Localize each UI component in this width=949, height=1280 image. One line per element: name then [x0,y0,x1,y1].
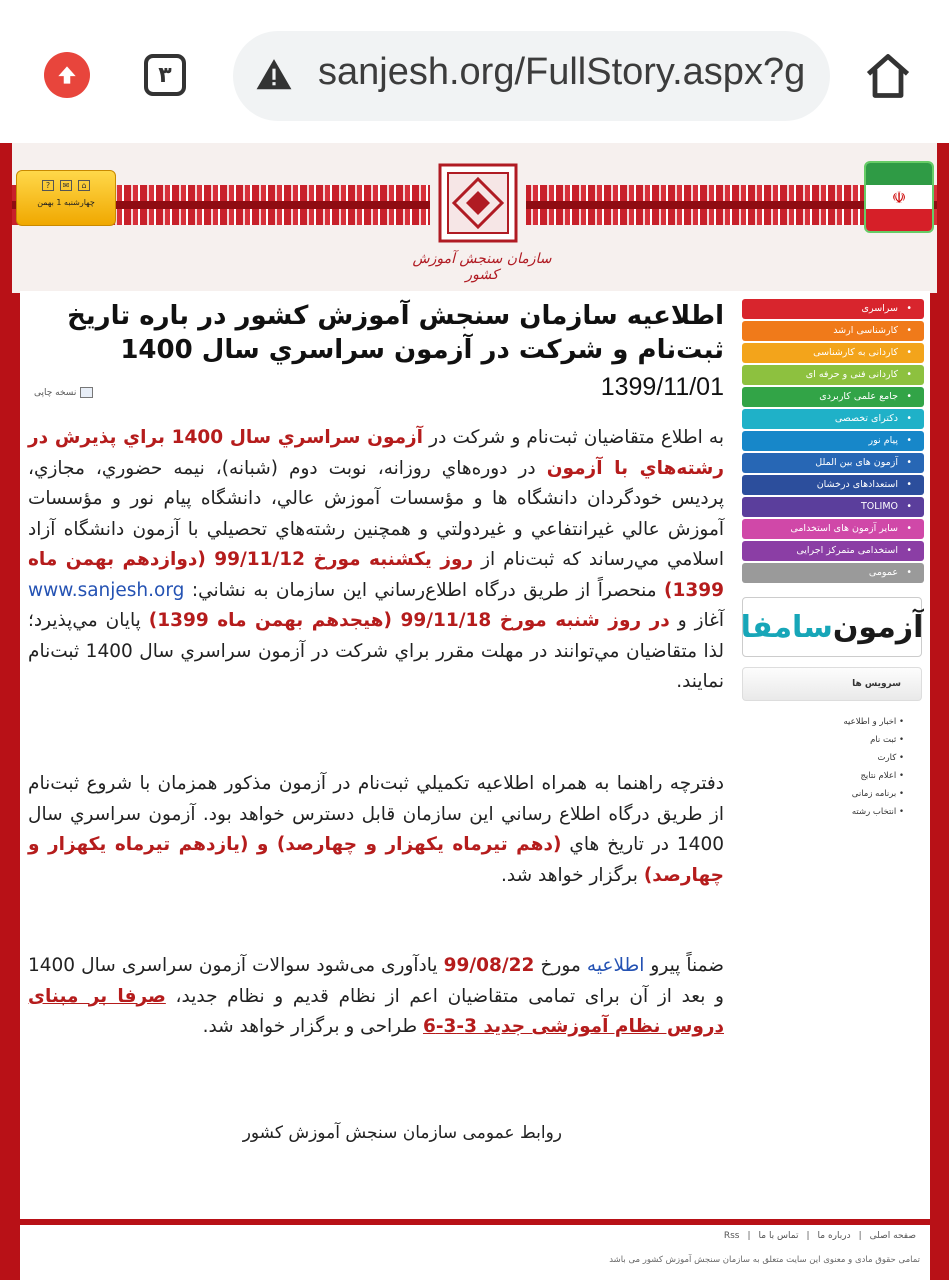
sanjesh-logo-icon[interactable] [430,155,526,251]
quick-links-box [16,170,116,226]
footer-link[interactable]: صفحه اصلی [869,1231,916,1241]
sidebar [740,299,924,817]
iran-flag-icon: ☫ [864,161,934,233]
article-title: اطلاعيه سازمان سنجش آموزش کشور در باره تاريخ ثبت‌نام و شرکت در آزمون سراسري سال 1400 [67,301,724,365]
menu-item[interactable]: • کاردانی به کارشناسی [742,343,924,363]
service-link[interactable]: • ثبت نام [844,731,905,749]
date-label: چهارشنبه 1 بهمن [37,198,95,207]
menu-item[interactable]: • سایر آزمون های استخدامی [742,519,924,539]
service-link[interactable]: • برنامه زمانی [844,785,905,803]
samfa-banner[interactable]: آزمون سامفا [742,597,922,657]
paragraph-2: دفترچه راهنما به همراه اطلاعيه تکميلي ثبت‌نام در آزمون مذکور همزمان با شروع ثبت‌نام از طريق درگاه اطلاع رساني اين سازمان قابل دسترس خواهد بود. آزمون سراسري سال 1400 در تاريخ هاي (دهم تیرماه یکهزار و چهارصد) و (یازدهم تیرماه یکهزار و چهارصد) برگزار خواهد شد. [28,773,724,886]
services-list [844,713,905,821]
site-header [12,143,937,293]
service-link[interactable]: • اخبار و اطلاعیه [844,713,905,731]
service-link[interactable]: • اعلام نتایج [844,767,905,785]
printer-icon [80,387,93,398]
browser-toolbar [0,0,949,143]
footer-link[interactable]: Rss [723,1231,740,1241]
home-button[interactable] [860,48,916,104]
menu-item[interactable]: • جامع علمی کاربردی [742,387,924,407]
mail-icon[interactable]: ✉ [60,180,72,191]
copyright: تمامی حقوق مادی و معنوی این سایت متعلق به سازمان سنجش آموزش کشور می باشد [609,1255,920,1265]
content-panel [20,291,930,1219]
print-button[interactable]: نسخه چاپی [34,387,93,398]
article [20,291,732,1219]
menu-item[interactable]: • آزمون های بین الملل [742,453,924,473]
services-header: سرویس ها [742,667,922,701]
menu-item[interactable]: • پیام نور [742,431,924,451]
paragraph-3: ضمناً پیرو اطلاعیه مورخ 99/08/22 یادآوری می‌شود سوالات آزمون سراسری سال 1400 و بعد از آن برای تمامی متقاضیان اعم از نظام قدیم و نظام جدید، صرفا بر مبنای دروس نظام آموزشی جدید 3-3-6 طراحی و برگزار خواهد شد. [28,955,725,1037]
menu-item[interactable]: • عمومی [742,563,924,583]
help-icon[interactable]: ? [42,180,54,191]
home-icon [862,50,914,102]
tab-switcher-button[interactable]: ٣ [144,54,186,96]
service-link[interactable]: • انتخاب رشته [844,803,905,821]
menu-item[interactable]: • سراسری [742,299,924,319]
footer-link[interactable]: تماس با ما [758,1231,799,1241]
warning-icon [255,56,293,94]
menu-item[interactable]: • کاردانی فنی و حرفه ای [742,365,924,385]
address-bar[interactable] [233,31,830,121]
footer-links: صفحه اصلی|درباره ما|تماس با ما|Rss [723,1231,916,1241]
menu-item[interactable]: • دکترای تخصصی [742,409,924,429]
signature: روابط عمومی سازمان سنجش آموزش کشور [242,1123,562,1143]
update-icon[interactable] [44,52,90,98]
article-date: 1399/11/01 [600,373,724,401]
sanjesh-link[interactable]: www.sanjesh.org [28,579,185,601]
service-link[interactable]: • کارت [844,749,905,767]
home-small-icon[interactable]: ⌂ [78,180,90,191]
paragraph-1: به اطلاع متقاضيان ثبت‌نام و شرکت در آزمون سراسري سال 1400 براي پذيرش در رشته‌هاي با آزمون در دوره‌هاي روزانه، نوبت دوم (شبانه)، نيمه حضوري، مجازي، پرديس خودگردان دانشگاه ها و مؤسسات آموزش عالي، دانشگاه پيام نور و مؤسسات آموزش عالي غيرانتفاعي و غيردولتي و همچنين رشته‌هاي تحصيلي با آزمون دانشگاه آزاد اسلامي مي‌رساند که ثبت‌نام از روز يکشنبه مورخ 99/11/12 (دوازدهم بهمن ماه 1399) منحصراً از طريق درگاه اطلاع‌رساني اين سازمان به نشاني: www.sanjesh.org آغاز و در روز شنبه مورخ 99/11/18 (هيجدهم بهمن ماه 1399) پايان مي‌پذيرد؛ لذا متقاضيان مي‌توانند در مهلت مقرر براي شرکت در آزمون سراسري سال 1400 ثبت‌نام نمايند. [28,427,725,692]
url-text: sanjesh.org/FullStory.aspx?g [318,51,806,93]
menu-item[interactable]: • کارشناسی ارشد [742,321,924,341]
announcement-link[interactable]: اطلاعیه [586,955,645,976]
menu-item[interactable]: • استعدادهای درخشان [742,475,924,495]
logo-caption: سازمان سنجش آموزش کشور [412,251,552,283]
footer-link[interactable]: درباره ما [817,1231,851,1241]
exam-menu [742,299,924,583]
menu-item[interactable]: • استخدامی متمرکز اجرایی [742,541,924,561]
footer [20,1225,930,1280]
site-frame [0,143,949,1280]
menu-item[interactable]: • TOLIMO [742,497,924,517]
